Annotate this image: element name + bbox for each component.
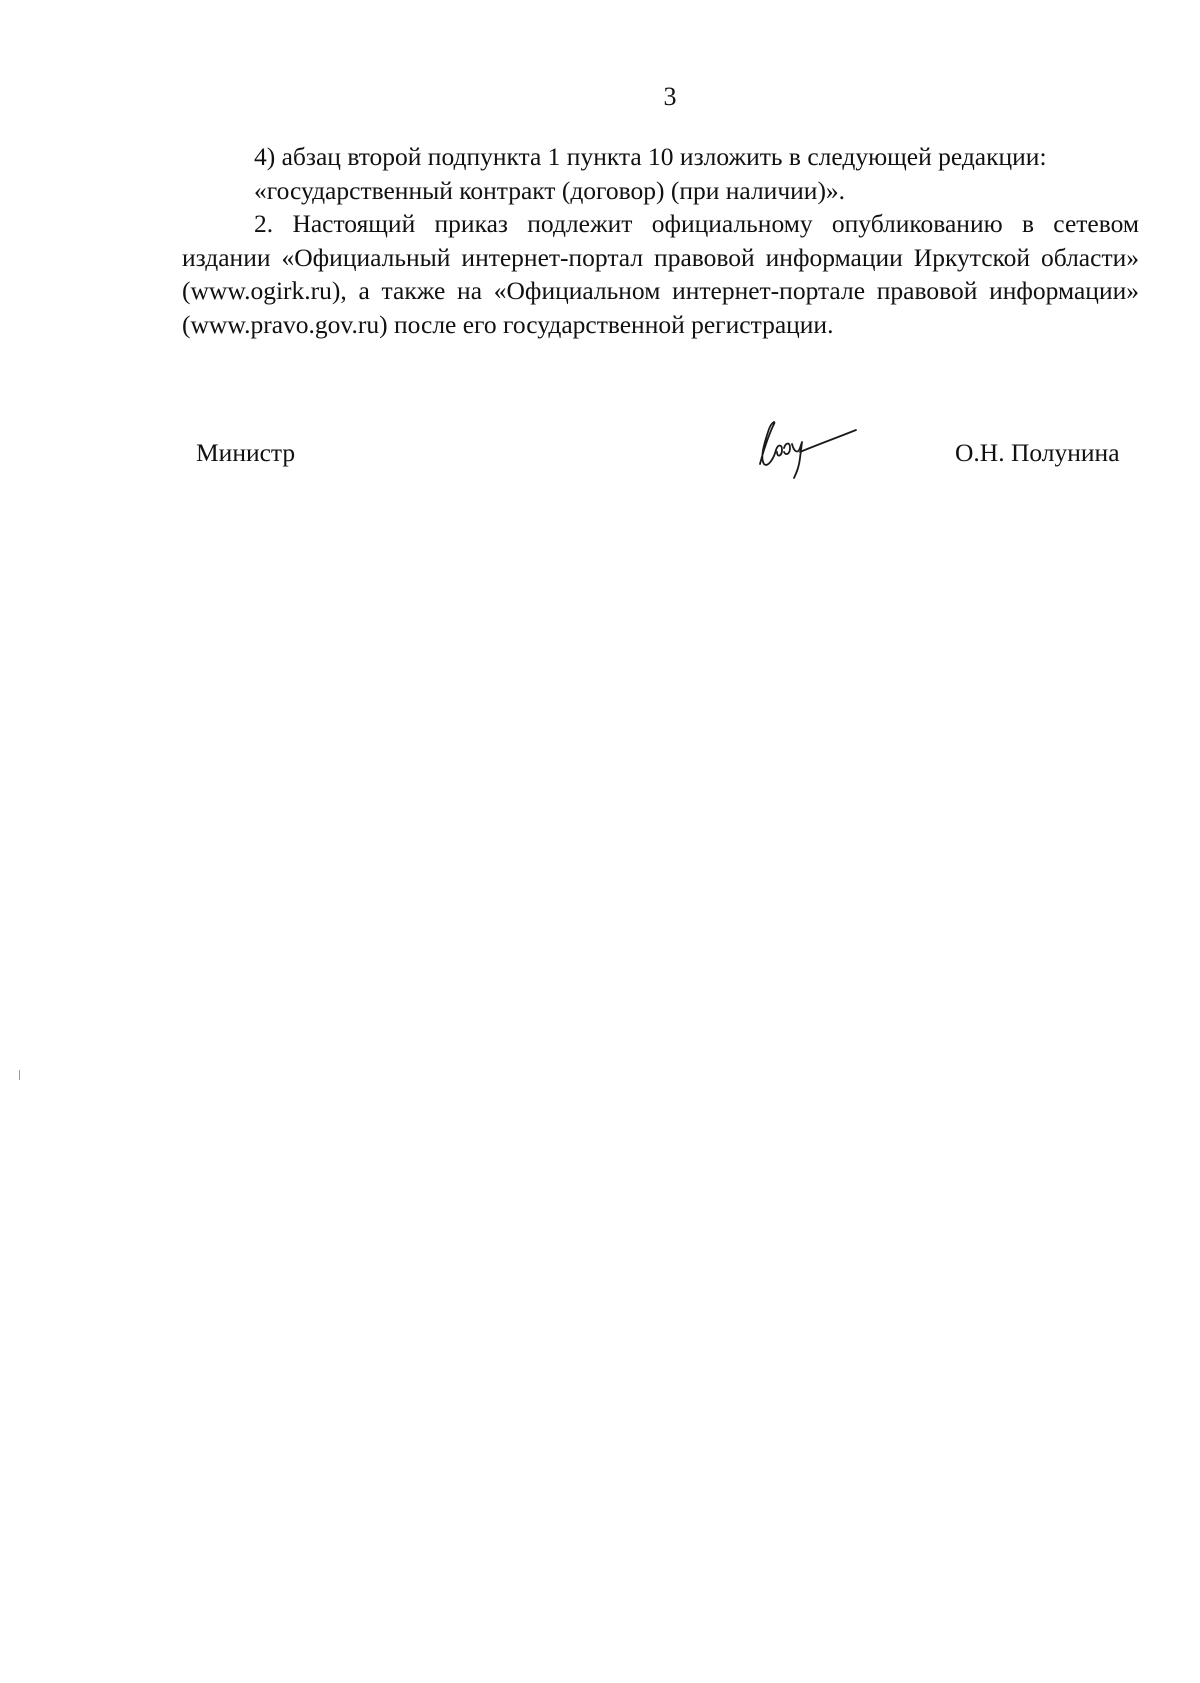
signature-block bbox=[0, 0, 1200, 520]
signatory-name: О.Н. Полунина bbox=[955, 438, 1120, 467]
scan-artifact bbox=[19, 1070, 20, 1080]
handwritten-signature bbox=[750, 418, 860, 480]
paragraph-publication: 2. Настоящий приказ подлежит официальному опубликованию в сетевом издании «Официальный интернет-портал правовой информации Иркутской области» (www.ogirk.ru), а также на «Официальном интернет-портале правовой информации» (www.pravo.gov.ru) после его государственной регистрации. bbox=[182, 209, 1139, 339]
paragraph-amendment-text: «государственный контракт (договор) (при наличии)». bbox=[254, 175, 846, 205]
paragraph-amendment-4: 4) абзац второй подпункта 1 пункта 10 изложить в следующей редакции: bbox=[254, 142, 1047, 171]
page-number: 3 bbox=[663, 82, 677, 111]
signatory-position: Министр bbox=[196, 438, 296, 467]
